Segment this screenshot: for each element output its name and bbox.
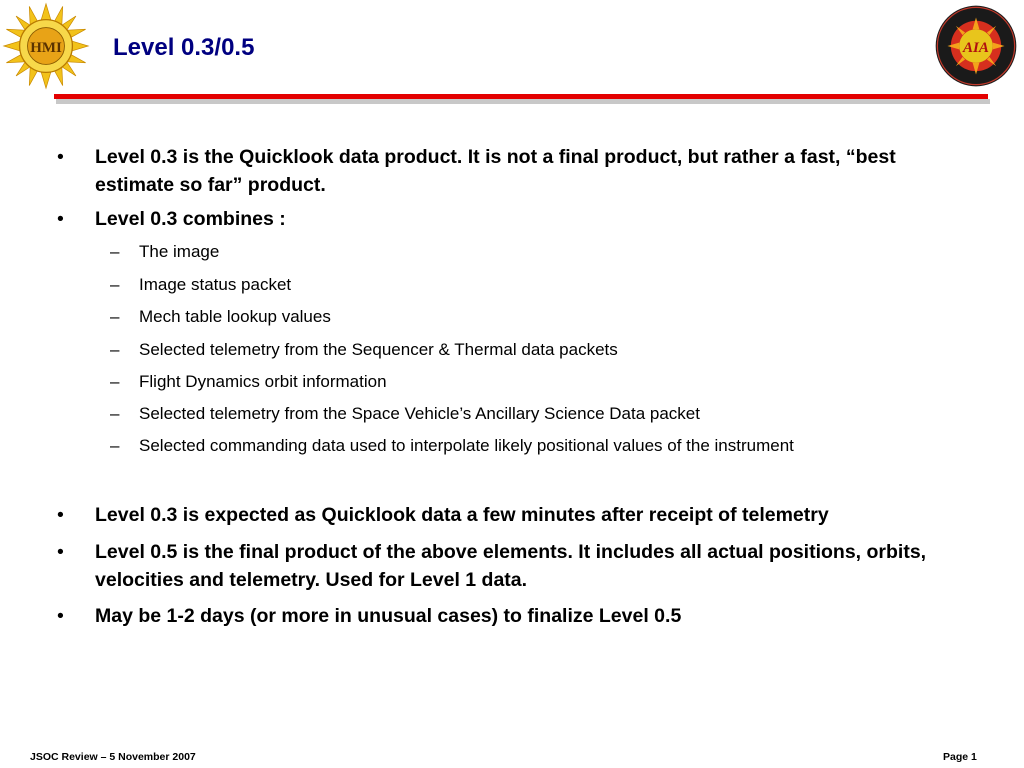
bullet-item (57, 205, 975, 233)
sub-bullet-marker: – (110, 275, 120, 294)
sub-bullet-text: Selected telemetry from the Space Vehicle’s Ancillary Science Data packet (139, 404, 700, 423)
sub-bullet-marker: – (110, 340, 120, 359)
sub-bullet-text: The image (139, 242, 220, 261)
sub-bullet-text: Image status packet (139, 275, 292, 294)
sub-bullet-item (110, 371, 999, 393)
bullet-text: May be 1-2 days (or more in unusual cases) to finalize Level 0.5 (95, 605, 682, 627)
aia-logo-icon (934, 4, 1018, 88)
sub-bullet-text: Mech table lookup values (139, 307, 331, 326)
bullet-item (57, 143, 975, 199)
svg-text:AIA: AIA (962, 39, 990, 56)
sub-bullet-item (110, 435, 999, 457)
bullet-marker: • (57, 208, 64, 230)
sub-bullet-item (110, 241, 999, 263)
sub-bullet-item (110, 274, 999, 296)
sub-bullet-marker: – (110, 242, 120, 261)
sub-bullet-text: Selected commanding data used to interpolate likely positional values of the instrument (139, 436, 794, 455)
bullet-item (57, 538, 975, 594)
title-divider (54, 94, 988, 106)
bullet-marker: • (57, 541, 64, 563)
footer-event-label: JSOC Review – 5 November 2007 (30, 751, 196, 763)
bullet-marker: • (57, 146, 64, 168)
bullet-item (57, 602, 975, 630)
sub-bullet-text: Selected telemetry from the Sequencer & Thermal data packets (139, 340, 618, 359)
bullet-text: Level 0.3 combines : (95, 208, 286, 230)
bullet-text: Level 0.5 is the final product of the above elements. It includes all actual positions, orbits, velocities and telemetry. Used for Level 1 data. (95, 541, 927, 591)
bullet-text: Level 0.3 is the Quicklook data product. It is not a final product, but rather a fast, “best estimate so far” product. (95, 146, 896, 196)
sub-bullet-marker: – (110, 307, 120, 326)
sub-bullet-marker: – (110, 372, 120, 391)
bullet-marker: • (57, 504, 64, 526)
bullet-item (57, 501, 975, 529)
svg-text:HMI: HMI (30, 40, 62, 57)
sub-bullet-marker: – (110, 436, 120, 455)
bullet-text: Level 0.3 is expected as Quicklook data a few minutes after receipt of telemetry (95, 504, 829, 526)
footer-page-number: Page 1 (943, 751, 977, 763)
sub-bullet-item (110, 403, 999, 425)
sub-bullet-item (110, 306, 999, 328)
slide-title: Level 0.3/0.5 (113, 34, 255, 61)
sub-bullet-text: Flight Dynamics orbit information (139, 372, 387, 391)
sub-bullet-item (110, 339, 999, 361)
sub-bullet-marker: – (110, 404, 120, 423)
bullet-marker: • (57, 605, 64, 627)
hmi-logo-icon (2, 2, 90, 90)
